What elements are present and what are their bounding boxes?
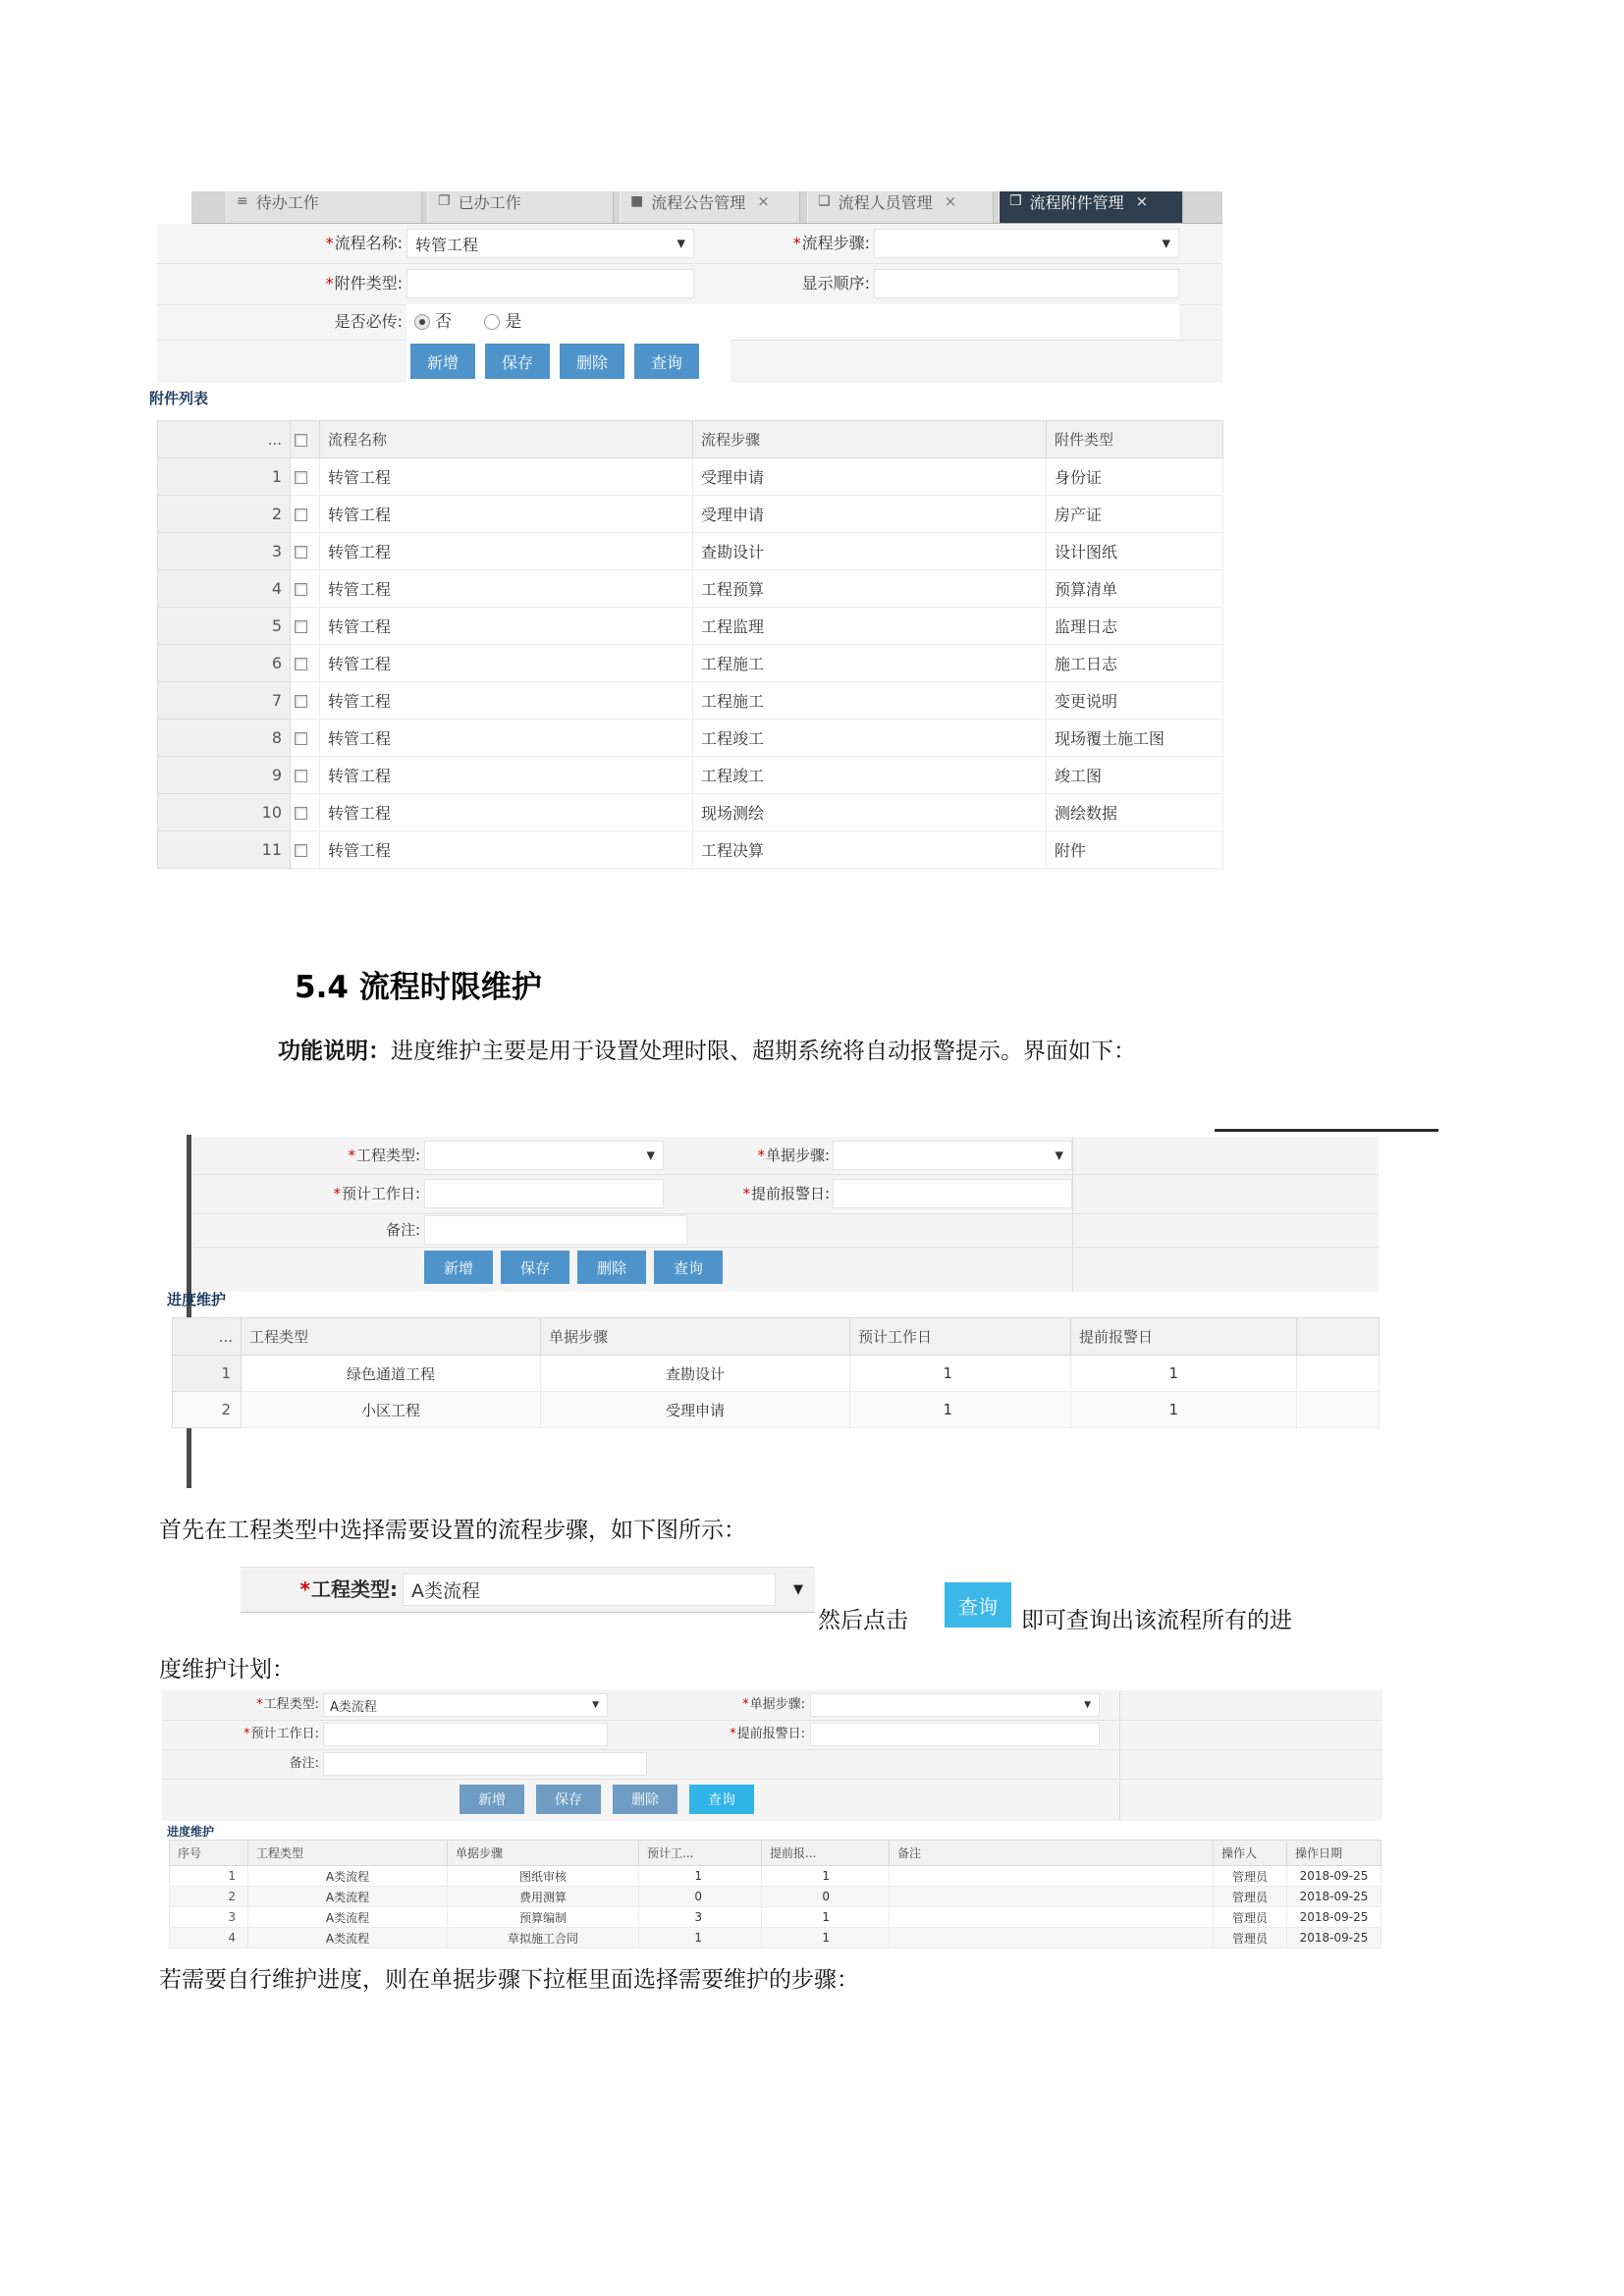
schedule-table <box>172 1317 1380 1428</box>
checkbox-icon[interactable] <box>295 471 307 484</box>
schedule-list-title: 进度维护 <box>167 1291 227 1308</box>
table-row[interactable]: 1 转管工程 受理申请 身份证 <box>158 458 1223 496</box>
paragraph-click-after: 即可查询出该流程所有的进 <box>1021 1608 1292 1633</box>
col-planned-days: 预计工... <box>639 1841 762 1866</box>
checkbox-icon[interactable] <box>295 807 307 820</box>
table-row[interactable]: 11 转管工程 工程决算 附件 <box>158 831 1223 869</box>
required-star: * <box>792 234 801 252</box>
checkbox-icon[interactable] <box>295 658 307 670</box>
col-project-type: 工程类型 <box>242 1318 541 1356</box>
col-serial: 序号 <box>170 1841 248 1866</box>
col-operation-date: 操作日期 <box>1287 1841 1381 1866</box>
gutter-header: ... <box>173 1318 242 1356</box>
project-type-label: *工程类型: <box>299 1577 398 1601</box>
attachment-type-label: *附件类型: <box>325 274 403 293</box>
table-row[interactable]: 2 转管工程 受理申请 房产证 <box>158 496 1223 533</box>
checkbox-icon[interactable] <box>295 583 307 596</box>
table-row[interactable]: 2 A类流程 费用测算 0 0 管理员 2018-09-25 <box>170 1887 1381 1907</box>
required-upload-radios <box>414 304 521 340</box>
document-step-select[interactable] <box>833 1141 1072 1170</box>
attachment-list-title: 附件列表 <box>149 390 209 407</box>
screenshot-schedule-query-result <box>162 1686 1386 1959</box>
alert-days-label: *提前报警日: <box>730 1727 805 1741</box>
save-button[interactable]: 保存 <box>536 1785 601 1814</box>
query-button[interactable]: 查询 <box>634 344 699 379</box>
project-type-label: *工程类型: <box>256 1697 319 1712</box>
alert-days-input[interactable] <box>833 1179 1072 1208</box>
close-icon[interactable]: × <box>757 192 770 210</box>
function-description: 功能说明：进度维护主要是用于设置处理时限、超期系统将自动报警提示。界面如下： <box>278 1038 1136 1064</box>
table-header-row <box>158 421 1223 458</box>
board-icon: ■ <box>630 193 644 209</box>
paragraph-click-line2: 度维护计划： <box>159 1657 295 1682</box>
remark-label: 备注: <box>289 1756 319 1771</box>
document-step-label: *单据步骤: <box>742 1697 805 1712</box>
attachment-form <box>157 224 1222 383</box>
checkbox-icon[interactable] <box>295 732 307 745</box>
dropdown-arrow-icon: ▼ <box>1055 1148 1063 1162</box>
tab-done-work[interactable] <box>427 191 614 224</box>
project-type-select[interactable]: A类流程 <box>403 1574 776 1606</box>
process-name-label: *流程名称: <box>325 234 403 252</box>
table-row[interactable]: 5 转管工程 工程监理 监理日志 <box>158 608 1223 645</box>
paragraph-select-type: 首先在工程类型中选择需要设置的流程步骤，如下图所示： <box>159 1518 746 1543</box>
delete-button[interactable]: 删除 <box>560 344 624 379</box>
tab-process-announcement[interactable] <box>620 191 800 224</box>
paragraph-bottom: 若需要自行维护进度，则在单据步骤下拉框里面选择需要维护的步骤： <box>159 1967 859 1993</box>
delete-button[interactable]: 删除 <box>577 1251 646 1284</box>
schedule-form <box>162 1690 1382 1821</box>
col-alert-days: 提前报... <box>762 1841 890 1866</box>
radio-unselected-icon <box>484 314 500 330</box>
document-icon: ❐ <box>438 193 451 209</box>
col-document-step: 单据步骤 <box>448 1841 639 1866</box>
table-row[interactable]: 2 小区工程 受理申请 1 1 <box>173 1392 1380 1428</box>
document-step-select[interactable] <box>810 1693 1100 1717</box>
dropdown-arrow-icon: ▼ <box>1162 237 1170 250</box>
col-process-step: 流程步骤 <box>693 421 1047 458</box>
select-all-header <box>291 421 320 458</box>
dropdown-arrow-icon: ▼ <box>646 1148 655 1162</box>
remark-input[interactable] <box>424 1215 687 1245</box>
tab-strip <box>191 191 1222 224</box>
divider <box>1072 1137 1073 1292</box>
radio-yes[interactable]: 是 <box>484 312 521 332</box>
table-row[interactable]: 8 转管工程 工程竣工 现场覆土施工图 <box>158 720 1223 757</box>
checkbox-icon[interactable] <box>295 546 307 559</box>
planned-days-label: *预计工作日: <box>333 1185 420 1202</box>
tab-label: 流程附件管理 <box>1029 192 1124 212</box>
tab-bar <box>191 191 1222 224</box>
close-icon[interactable]: × <box>944 192 957 210</box>
tab-todo-work[interactable] <box>226 191 422 224</box>
table-row[interactable]: 3 转管工程 查勘设计 设计图纸 <box>158 533 1223 570</box>
remark-input[interactable] <box>323 1752 647 1776</box>
table-row[interactable]: 10 转管工程 现场测绘 测绘数据 <box>158 794 1223 831</box>
radio-row-bg <box>406 304 1179 340</box>
divider <box>162 1749 1382 1750</box>
save-button[interactable]: 保存 <box>485 344 550 379</box>
table-row[interactable]: 1 A类流程 图纸审核 1 1 管理员 2018-09-25 <box>170 1866 1381 1887</box>
mini-project-type-row <box>241 1567 815 1613</box>
screenshot-schedule-maintenance <box>162 1129 1438 1488</box>
table-row[interactable]: 1 绿色通道工程 查勘设计 1 1 <box>173 1356 1380 1392</box>
query-button-inline[interactable]: 查询 <box>945 1582 1011 1628</box>
gutter-header: ... <box>158 421 291 458</box>
table-row[interactable]: 6 转管工程 工程施工 施工日志 <box>158 645 1223 682</box>
paragraph-click-before: 然后点击 <box>818 1608 908 1633</box>
table-row[interactable]: 4 转管工程 工程预算 预算清单 <box>158 570 1223 608</box>
dropdown-arrow-icon: ▼ <box>793 1582 803 1597</box>
required-star: * <box>325 274 334 293</box>
tab-label: 流程人员管理 <box>838 192 933 212</box>
planned-days-input[interactable] <box>323 1723 608 1746</box>
alert-days-input[interactable] <box>810 1723 1100 1746</box>
planned-days-label: *预计工作日: <box>244 1727 319 1741</box>
checkbox-icon[interactable] <box>295 770 307 782</box>
col-project-type: 工程类型 <box>248 1841 448 1866</box>
tab-label: 流程公告管理 <box>651 192 746 212</box>
col-alert-days: 提前报警日 <box>1071 1318 1297 1356</box>
table-row[interactable]: 7 转管工程 工程施工 变更说明 <box>158 682 1223 720</box>
process-step-select[interactable] <box>874 229 1179 258</box>
tab-process-personnel[interactable] <box>807 191 994 224</box>
tab-process-attachment[interactable] <box>999 191 1183 224</box>
checkbox-icon[interactable] <box>295 844 307 857</box>
table-header-row <box>170 1841 1381 1866</box>
col-attachment-type: 附件类型 <box>1047 421 1223 458</box>
col-extra <box>1297 1318 1380 1356</box>
process-name-select[interactable]: 转管工程 ▼ <box>406 229 694 258</box>
divider <box>192 1247 1379 1248</box>
schedule-list-title: 进度维护 <box>167 1825 215 1839</box>
dropdown-arrow-icon: ▼ <box>1084 1700 1091 1710</box>
radio-no[interactable]: 否 <box>414 312 452 332</box>
checkbox-icon[interactable] <box>295 620 307 633</box>
schedule-result-table <box>169 1840 1381 1949</box>
add-button[interactable]: 新增 <box>410 344 475 379</box>
function-label: 功能说明： <box>278 1038 391 1064</box>
col-document-step: 单据步骤 <box>541 1318 850 1356</box>
window-icon: ❒ <box>1009 193 1022 209</box>
required-star: * <box>325 234 334 252</box>
add-button[interactable]: 新增 <box>460 1785 524 1814</box>
col-planned-days: 预计工作日 <box>850 1318 1071 1356</box>
save-button[interactable]: 保存 <box>501 1251 569 1284</box>
document-step-label: *单据步骤: <box>757 1147 830 1164</box>
checkbox-icon[interactable] <box>295 508 307 521</box>
remark-label: 备注: <box>385 1221 420 1239</box>
screenshot-attachment-maintenance <box>149 191 1222 874</box>
box-icon: ❏ <box>818 193 831 209</box>
query-button[interactable]: 查询 <box>689 1785 754 1814</box>
left-border-bar <box>187 1135 191 1488</box>
schedule-form <box>192 1137 1379 1292</box>
display-order-label: 显示顺序: <box>801 274 870 293</box>
display-order-input[interactable] <box>874 269 1179 298</box>
project-type-label: *工程类型: <box>348 1147 420 1164</box>
attachment-table <box>157 420 1223 869</box>
divider <box>1119 1690 1120 1821</box>
table-row[interactable]: 3 A类流程 预算编制 3 1 管理员 2018-09-25 <box>170 1907 1381 1928</box>
table-row[interactable]: 4 A类流程 草拟施工合同 1 1 管理员 2018-09-25 <box>170 1928 1381 1949</box>
table-row[interactable]: 9 转管工程 工程竣工 竣工图 <box>158 757 1223 794</box>
window-border-line <box>1215 1129 1438 1132</box>
checkbox-icon[interactable] <box>295 695 307 708</box>
alert-days-label: *提前报警日: <box>742 1185 830 1202</box>
divider <box>162 1779 1382 1780</box>
add-button[interactable]: 新增 <box>424 1251 493 1284</box>
table-header-row <box>173 1318 1380 1356</box>
col-process-name: 流程名称 <box>320 421 693 458</box>
col-operator: 操作人 <box>1214 1841 1287 1866</box>
tab-label: 待办工作 <box>255 192 319 212</box>
checkbox-icon[interactable] <box>295 434 307 447</box>
project-type-select[interactable]: A类流程 ▼ <box>323 1693 608 1717</box>
section-heading: 5.4 流程时限维护 <box>295 970 542 1005</box>
dropdown-arrow-icon: ▼ <box>677 237 685 250</box>
required-upload-label: 是否必传: <box>334 312 403 331</box>
radio-selected-icon <box>414 314 430 330</box>
col-remark: 备注 <box>890 1841 1214 1866</box>
query-button[interactable]: 查询 <box>654 1251 723 1284</box>
delete-button[interactable]: 删除 <box>613 1785 677 1814</box>
process-step-label: *流程步骤: <box>792 234 870 252</box>
menu-icon: ≡ <box>237 193 248 209</box>
dropdown-arrow-icon: ▼ <box>592 1700 599 1710</box>
tab-label: 已办工作 <box>458 192 521 212</box>
close-icon[interactable]: × <box>1135 192 1149 210</box>
